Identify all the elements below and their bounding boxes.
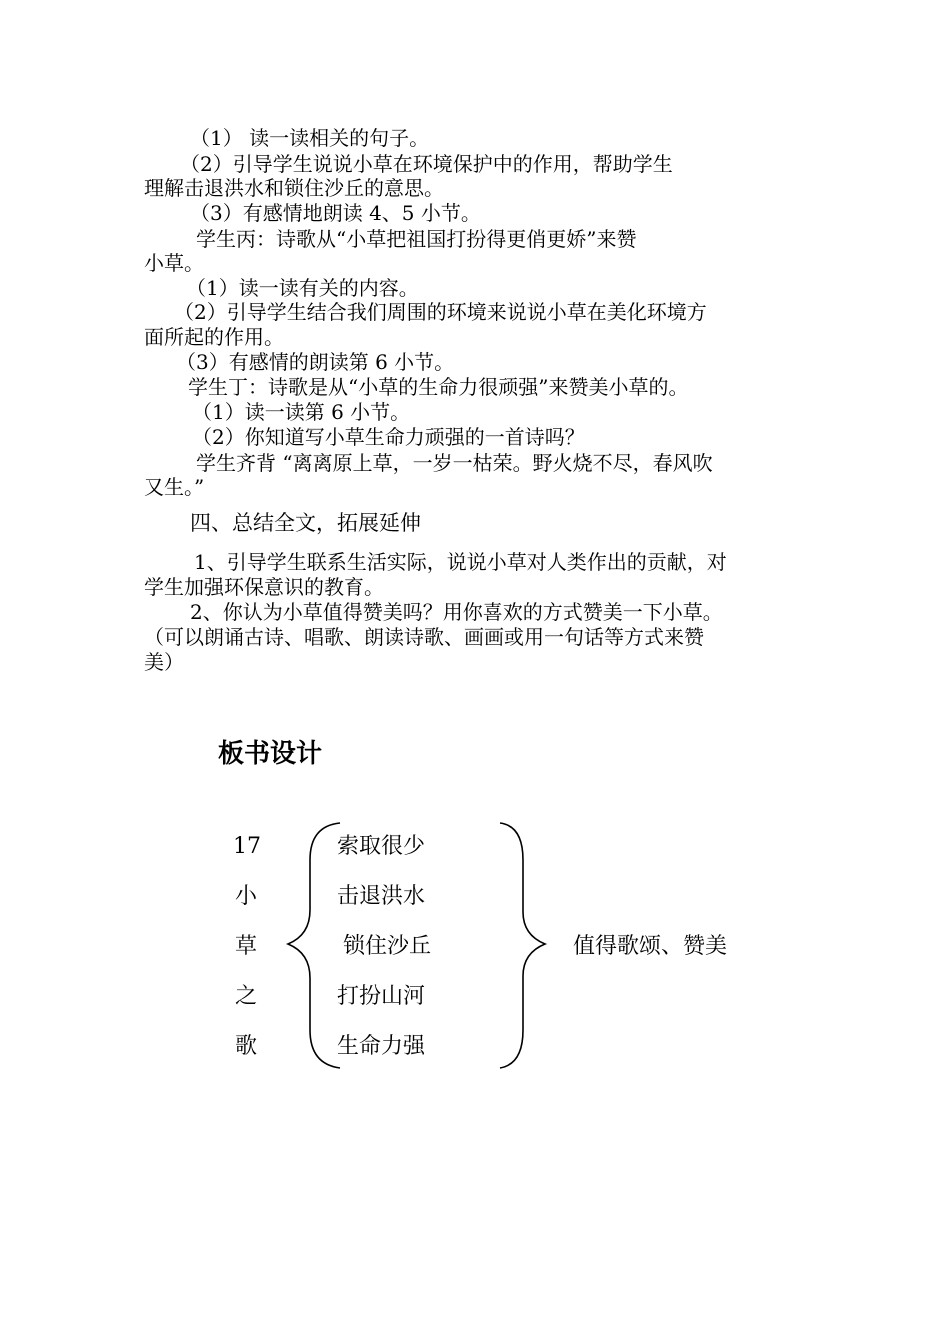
body-line-5: 学生丙：诗歌从“小草把祖国打扮得更俏更娇”来赞 (196, 227, 637, 251)
body-line-7: （1）读一读有关的内容。 (186, 276, 419, 300)
board-item: 索取很少 (337, 834, 426, 859)
board-left-char: 17 (233, 834, 261, 859)
body-line-3: 理解击退洪水和锁住沙丘的意思。 (144, 176, 444, 200)
body-line-12: （1）读一读第 6 小节。 (192, 400, 411, 424)
board-item: 锁住沙丘 (343, 934, 432, 959)
board-conclusion: 值得歌颂、赞美 (573, 934, 728, 959)
body-line-2: （2）引导学生说说小草在环境保护中的作用，帮助学生 (180, 152, 673, 176)
board-left-char: 小 (235, 884, 258, 909)
board-item: 打扮山河 (337, 984, 426, 1009)
body-line-13: （2）你知道写小草生命力顽强的一首诗吗？ (192, 425, 585, 449)
board-left-char: 草 (235, 934, 258, 959)
board-left-char: 之 (235, 984, 258, 1009)
body-line-14: 学生齐背 “离离原上草，一岁一枯荣。野火烧不尽，春风吹 (196, 451, 713, 475)
board-left-char: 歌 (235, 1034, 258, 1059)
body-line-9: 面所起的作用。 (144, 325, 284, 349)
section-heading: 四、总结全文，拓展延伸 (190, 511, 421, 535)
body-line-11: 学生丁：诗歌是从“小草的生命力很顽强”来赞美小草的。 (188, 375, 689, 399)
body-line-4: （3）有感情地朗读 4、5 小节。 (190, 201, 481, 225)
board-item: 击退洪水 (337, 884, 426, 909)
body-line-20: （可以朗诵古诗、唱歌、朗读诗歌、画画或用一句话等方式来赞 (144, 625, 704, 649)
right-brace (500, 823, 545, 1068)
body-line-15: 又生。” (144, 475, 205, 499)
body-line-8: （2）引导学生结合我们周围的环境来说说小草在美化环境方 (174, 300, 707, 324)
body-line-21: 美） (144, 650, 184, 674)
body-line-6: 小草。 (144, 251, 204, 275)
board-title: 板书设计 (218, 739, 323, 769)
body-line-10: （3）有感情的朗读第 6 小节。 (176, 350, 455, 374)
body-line-19: 2、你认为小草值得赞美吗？用你喜欢的方式赞美一下小草。 (190, 600, 723, 624)
body-line-18: 学生加强环保意识的教育。 (144, 575, 384, 599)
body-line-17: 1、引导学生联系生活实际，说说小草对人类作出的贡献，对 (194, 550, 727, 574)
board-item: 生命力强 (337, 1034, 426, 1059)
left-brace (288, 823, 340, 1068)
body-line-1: （1） 读一读相关的句子。 (190, 126, 430, 150)
